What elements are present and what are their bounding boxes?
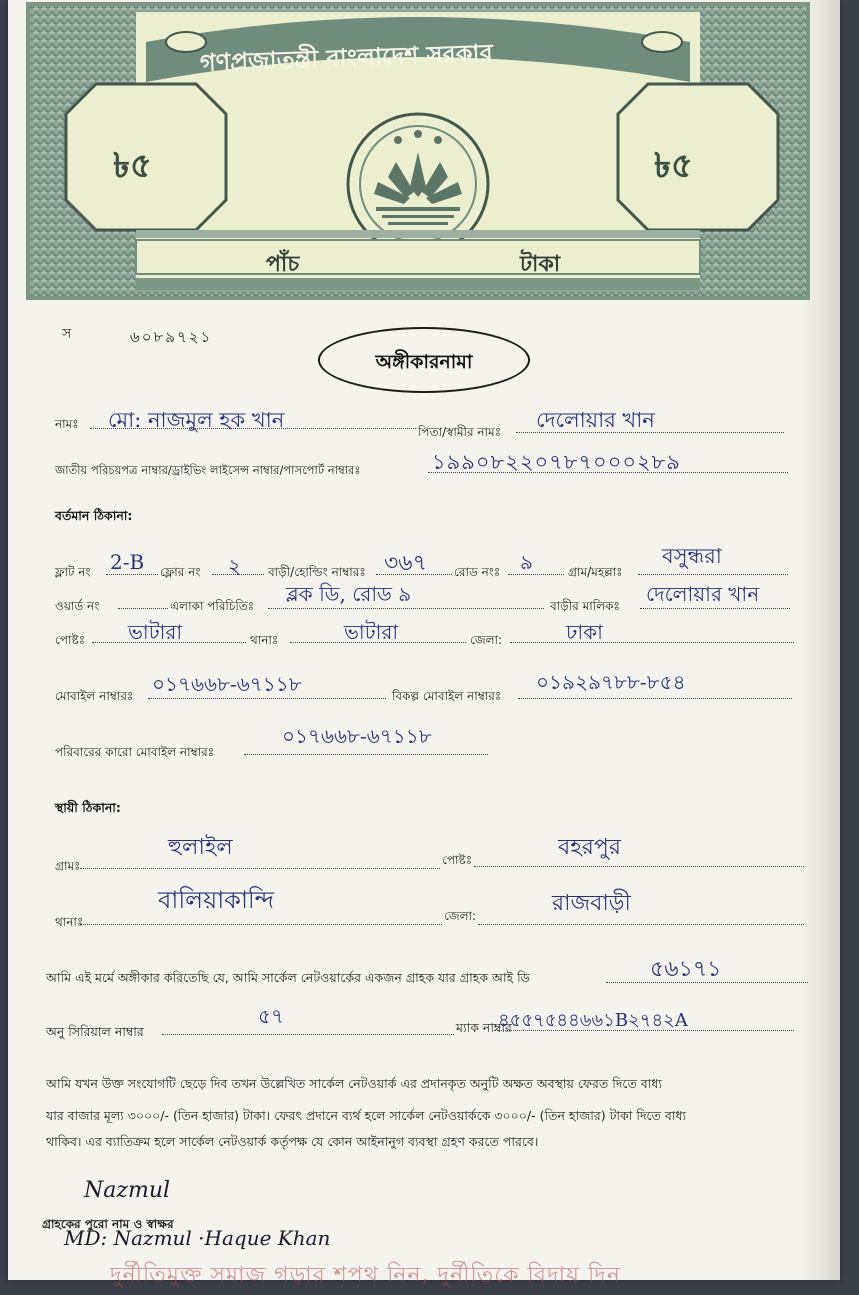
floor-label: ফ্লোর নং (160, 565, 201, 579)
stamp-value-left: ৳৫ (113, 146, 152, 186)
owner-value[interactable]: দেলোয়ার খান (646, 582, 760, 606)
thana-value[interactable]: ভাটারা (344, 620, 399, 644)
document-title: অঙ্গীকারনামা (375, 351, 473, 373)
serial-prefix: স (62, 326, 72, 342)
father-label: পিতা/স্বামীর নামঃ (418, 425, 502, 439)
onu-label: অনু সিরিয়াল নাম্বার (46, 1024, 144, 1039)
post-label: পোষ্টঃ (55, 633, 86, 647)
stamp-government-title: গণপ্রজাতন্ত্রী বাংলাদেশ সরকার (199, 38, 494, 78)
serial-number: ৬০৮৯৭২১ (130, 328, 213, 346)
title-box (318, 327, 530, 393)
father-value[interactable]: দেলোয়ার খান (536, 408, 655, 432)
family-mobile-value[interactable]: ০১৭৬৬৮-৬৭১১৮ (282, 724, 432, 748)
alt-mobile-value[interactable]: ০১৯২৯৭৮৮-৮৫৪ (536, 670, 686, 694)
perm-village-value[interactable]: হুলাইল (168, 835, 233, 860)
village-value[interactable]: বসুন্ধরা (662, 544, 722, 568)
district-label: জেলা: (470, 633, 503, 647)
house-label: বাড়ী/হোল্ডিং নাম্বারঃ (268, 565, 366, 579)
terms-line-2: যার বাজার মূল্য ৩০০০/- (তিন হাজার) টাকা। ফেরৎ প্রদানে ব্যর্থ হলে সার্কেল নেটওয়ার্ককে ৩০০০/- (তিন হাজার) টাকা দিতে বাধ্য (46, 1108, 687, 1123)
perm-district-value[interactable]: রাজবাড়ী (552, 891, 631, 916)
customer-signature: Nazmul (84, 1178, 171, 1203)
ward-label: ওয়ার্ড নং (55, 599, 100, 613)
signature-label: গ্রাহকের পুরো নাম ও স্বাক্ষর (42, 1217, 174, 1231)
perm-thana-label: থানাঃ (55, 915, 84, 929)
floor-value[interactable]: ২ (228, 554, 242, 578)
stamp-word-left: পাঁচ (266, 252, 300, 277)
terms-line-3: থাকিব। এর ব্যাতিক্রম হলে সার্কেল নেটওয়ার্ক কর্তৃপক্ষ যে কোন আইনানুগ ব্যবস্থা গ্রহণ করতে পারবে। (46, 1134, 539, 1149)
stamp-value-right: ৳৫ (654, 146, 693, 186)
mobile-value[interactable]: ০১৭৬৬৮-৬৭১১৮ (152, 672, 302, 696)
stamp-word-right: টাকা (520, 252, 561, 277)
perm-village-label: গ্রামঃ (55, 859, 81, 873)
customer-id-value[interactable]: ৫৬১৭১ (650, 957, 722, 982)
thana-label: থানাঃ (250, 633, 279, 647)
perm-post-value[interactable]: বহরপুর (558, 835, 621, 860)
mac-value[interactable]: ৪৫৫৭৫৪৪৬৬১B২৭৪২A (498, 1010, 688, 1031)
mobile-label: মোবাইল নাম্বারঃ (55, 689, 134, 703)
perm-district-label: জেলা: (444, 909, 477, 923)
permanent-address-heading: স্থায়ী ঠিকানা: (55, 800, 121, 815)
road-value[interactable]: ৯ (520, 550, 533, 574)
perm-post-label: পোষ্টঃ (442, 853, 473, 867)
nid-value[interactable]: ১৯৯০৮২২০৭৮৭০০০২৮৯ (432, 450, 681, 474)
alt-mobile-label: বিকল্প মোবাইল নাম্বারঃ (392, 689, 502, 703)
village-label: গ্রাম/মহল্লাঃ (568, 565, 623, 579)
pledge-line: আমি এই মর্মে অঙ্গীকার করিতেছি যে, আমি সার্কেল নেটওয়ার্কের একজন গ্রাহক যার গ্রাহক আই ডি (46, 970, 530, 985)
owner-label: বাড়ীর মালিকঃ (550, 599, 620, 613)
house-value[interactable]: ৩৬৭ (384, 551, 427, 576)
onu-value[interactable]: ৫৭ (258, 1004, 284, 1028)
mac-label: ম্যাক নাম্বার (456, 1020, 512, 1035)
area-value[interactable]: ব্লক ডি, রোড ৯ (286, 582, 412, 606)
nid-label: জাতীয় পরিচয়পত্র নাম্বার/ড্রাইভিং লাইসেন্স নাম্বার/পাসপোর্ট নাম্বারঃ (55, 463, 361, 477)
road-label: রোড নংঃ (454, 565, 501, 579)
value-box-right (618, 84, 778, 230)
family-mobile-label: পরিবারের কারো মোবাইল নাম্বারঃ (55, 745, 215, 759)
present-address-heading: বর্তমান ঠিকানা: (55, 508, 133, 523)
customer-full-name: MD: Nazmul ·Haque Khan (64, 1226, 331, 1250)
flat-label: ফ্লাট নং (55, 565, 91, 579)
district-value[interactable]: ঢাকা (566, 620, 603, 644)
post-value[interactable]: ভাটারা (128, 620, 183, 644)
name-label: নামঃ (55, 417, 79, 431)
footer-watermark: দুর্নীতিমুক্ত সমাজ গড়ার শপথ নিন, দুর্নীতিকে বিদায় দিন (110, 1263, 621, 1288)
perm-thana-value[interactable]: বালিয়াকান্দি (158, 886, 275, 914)
name-value[interactable]: মো: নাজমুল হক খান (108, 408, 285, 432)
terms-line-1: আমি যখন উক্ত সংযোগটি ছেড়ে দিব তখন উল্লেখিত সার্কেল নেটওয়ার্ক এর প্রদানকৃত অনুটি অক্ষত অবস্থায় ফেরত দিতে বাধ্য (46, 1076, 663, 1091)
area-label: এলাকা পরিচিতিঃ (170, 599, 255, 613)
flat-value[interactable]: 2-B (110, 550, 145, 574)
